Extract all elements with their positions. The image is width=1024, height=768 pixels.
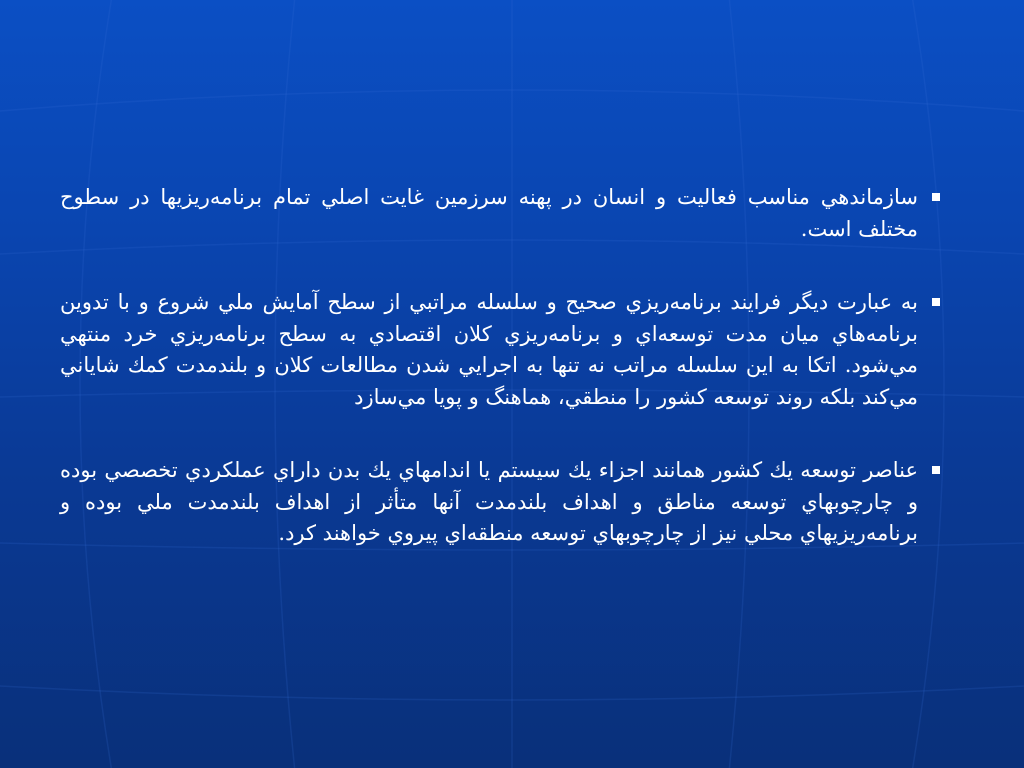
square-bullet-icon: [932, 466, 940, 474]
square-bullet-icon: [932, 193, 940, 201]
bullet-text: به عبارت ديگر فرايند برنامه‌ريزي صحيح و سلسله مراتبي از سطح آمايش ملي شروع و با تدوين برنامه‌هاي ميان مدت توسعه‌اي و برنامه‌ريزي كلان اقتصادي به سطح برنامه‌ريزي خرد منتهي مي‌شود. اتكا به اين سلسله مراتب نه تنها به اجرايي شدن مطالعات كلان و بلندمدت كمك شاياني مي‌كند بلكه روند توسعه كشور را منطقي، هماهنگ و پويا مي‌سازد: [60, 290, 918, 409]
square-bullet-icon: [932, 298, 940, 306]
bullet-text: عناصر توسعه يك كشور همانند اجزاء يك سيستم يا اندامهاي يك بدن داراي عملكردي تخصصي بوده و چارچوبهاي توسعه مناطق و اهداف بلندمدت آنها متأثر از اهداف بلندمدت ملي بوده و برنامه‌ريزيهاي محلي نيز از چارچوبهاي توسعه منطقه‌اي پيروي خواهند كرد.: [60, 458, 918, 545]
bullet-item: [60, 455, 940, 550]
bullet-item: [60, 287, 940, 413]
bullet-list: [60, 182, 940, 550]
bullet-text: سازماندهي مناسب فعاليت و انسان در پهنه سرزمين غايت اصلي تمام برنامه‌ريزيها در سطوح مختلف است.: [60, 185, 918, 241]
bullet-item: [60, 182, 940, 245]
